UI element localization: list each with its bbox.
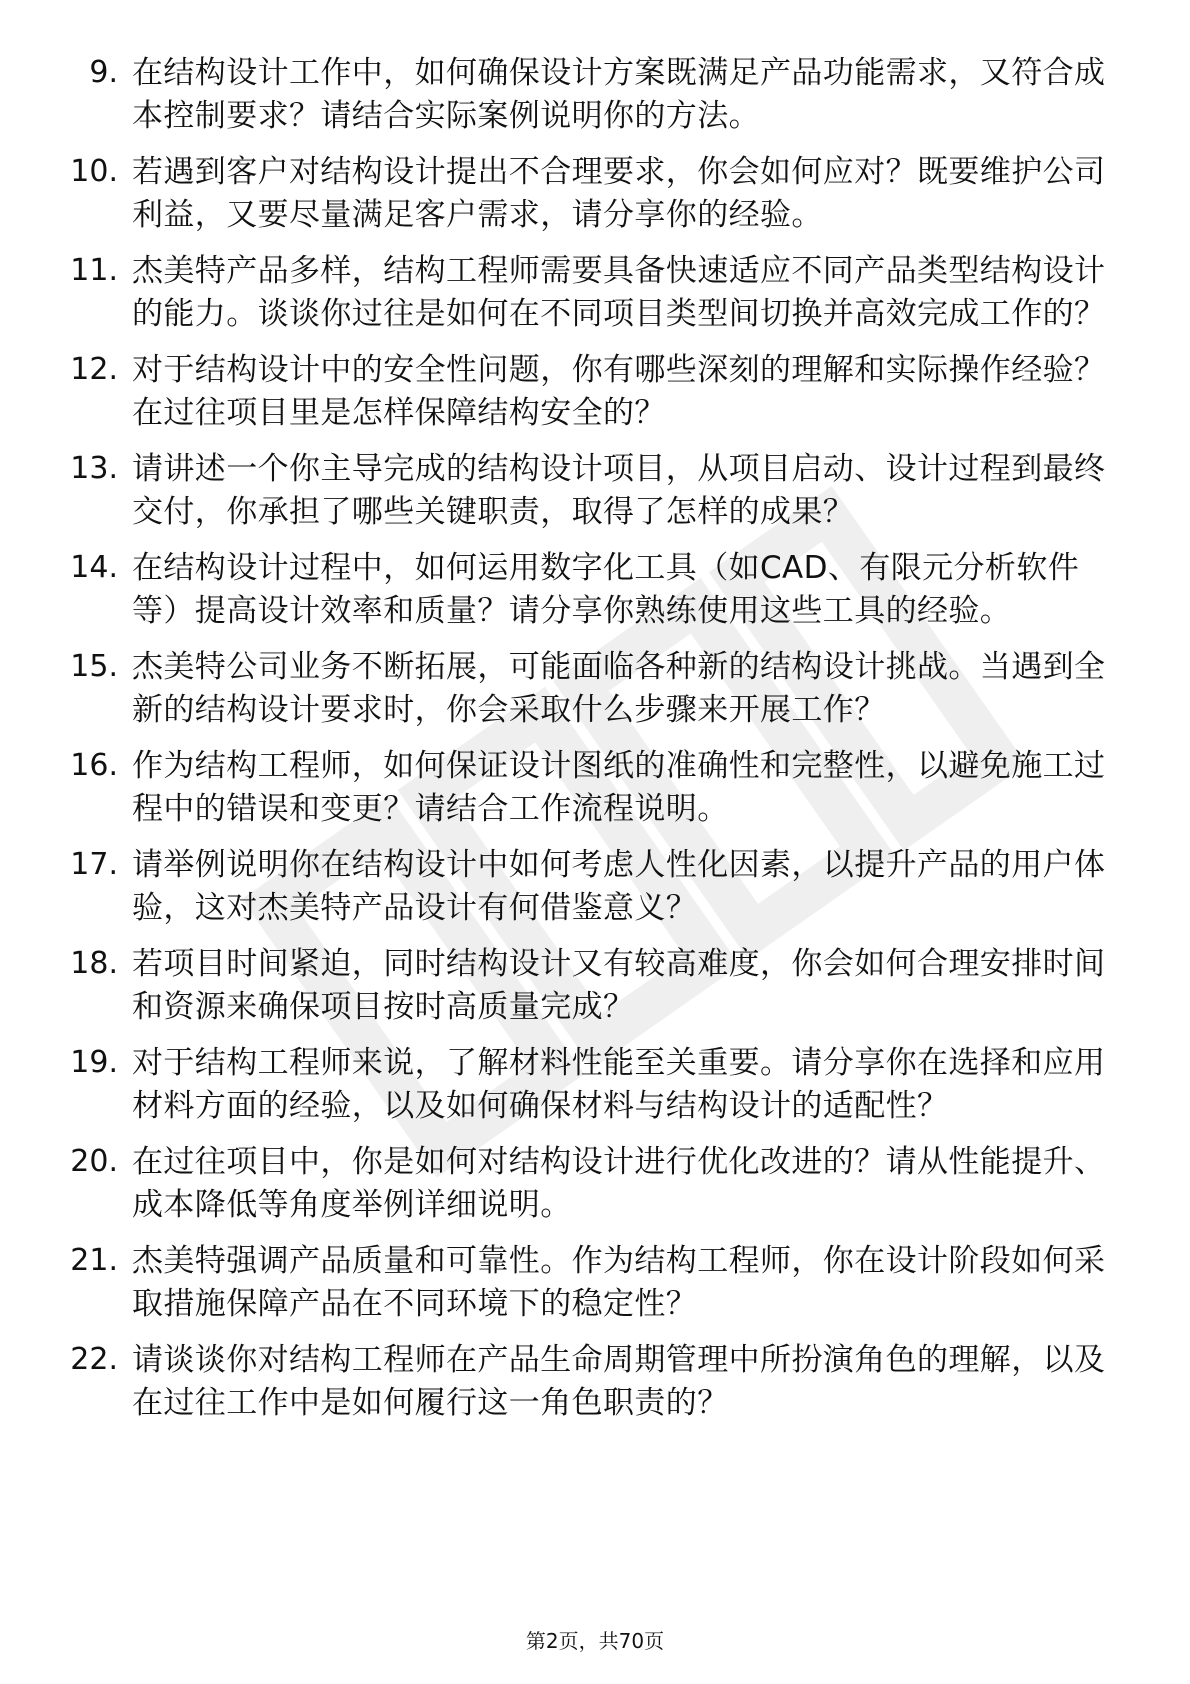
- question-text: 请谈谈你对结构工程师在产品生命周期管理中所扮演角色的理解，以及在过往工作中是如何履行这一角色职责的？: [132, 1342, 1106, 1421]
- question-number: 17.: [70, 847, 118, 882]
- list-item: [60, 52, 1120, 138]
- question-text: 在结构设计工作中，如何确保设计方案既满足产品功能需求，又符合成本控制要求？请结合实际案例说明你的方法。: [132, 55, 1106, 134]
- list-item: [60, 448, 1120, 534]
- question-text: 杰美特公司业务不断拓展，可能面临各种新的结构设计挑战。当遇到全新的结构设计要求时，你会采取什么步骤来开展工作？: [132, 649, 1106, 728]
- question-number: 15.: [70, 649, 118, 684]
- question-text: 作为结构工程师，如何保证设计图纸的准确性和完整性，以避免施工过程中的错误和变更？请结合工作流程说明。: [132, 748, 1106, 827]
- question-number: 18.: [70, 946, 118, 981]
- list-item: [60, 547, 1120, 633]
- list-item: [60, 1141, 1120, 1227]
- question-number: 19.: [70, 1045, 118, 1080]
- question-number: 22.: [70, 1342, 118, 1377]
- list-item: [60, 250, 1120, 336]
- question-text: 若遇到客户对结构设计提出不合理要求，你会如何应对？既要维护公司利益，又要尽量满足客户需求，请分享你的经验。: [132, 154, 1106, 233]
- question-number: 14.: [70, 550, 118, 585]
- list-item: [60, 844, 1120, 930]
- list-item: [60, 745, 1120, 831]
- question-text: 对于结构工程师来说，了解材料性能至关重要。请分享你在选择和应用材料方面的经验，以及如何确保材料与结构设计的适配性？: [132, 1045, 1106, 1124]
- question-text: 在结构设计过程中，如何运用数字化工具（如CAD、有限元分析软件等）提高设计效率和质量？请分享你熟练使用这些工具的经验。: [132, 550, 1080, 629]
- question-text: 杰美特强调产品质量和可靠性。作为结构工程师，你在设计阶段如何采取措施保障产品在不同环境下的稳定性？: [132, 1243, 1106, 1322]
- question-text: 杰美特产品多样，结构工程师需要具备快速适应不同产品类型结构设计的能力。谈谈你过往是如何在不同项目类型间切换并高效完成工作的？: [132, 253, 1106, 332]
- question-number: 9.: [89, 55, 118, 90]
- list-item: [60, 943, 1120, 1029]
- question-number: 12.: [70, 352, 118, 387]
- list-item: [60, 1339, 1120, 1425]
- question-number: 10.: [70, 154, 118, 189]
- question-text: 在过往项目中，你是如何对结构设计进行优化改进的？请从性能提升、成本降低等角度举例详细说明。: [132, 1144, 1106, 1223]
- question-list: [60, 52, 1120, 1438]
- list-item: [60, 151, 1120, 237]
- question-number: 16.: [70, 748, 118, 783]
- list-item: [60, 1240, 1120, 1326]
- question-text: 若项目时间紧迫，同时结构设计又有较高难度，你会如何合理安排时间和资源来确保项目按时高质量完成？: [132, 946, 1106, 1025]
- list-item: [60, 349, 1120, 435]
- question-number: 20.: [70, 1144, 118, 1179]
- question-number: 13.: [70, 451, 118, 486]
- question-text: 请讲述一个你主导完成的结构设计项目，从项目启动、设计过程到最终交付，你承担了哪些关键职责，取得了怎样的成果？: [132, 451, 1106, 530]
- question-text: 对于结构设计中的安全性问题，你有哪些深刻的理解和实际操作经验？在过往项目里是怎样保障结构安全的？: [132, 352, 1106, 431]
- question-text: 请举例说明你在结构设计中如何考虑人性化因素，以提升产品的用户体验，这对杰美特产品设计有何借鉴意义？: [132, 847, 1106, 926]
- page-indicator: 第2页，共70页: [525, 1629, 665, 1653]
- list-item: [60, 646, 1120, 732]
- list-item: [60, 1042, 1120, 1128]
- question-number: 11.: [70, 253, 118, 288]
- question-number: 21.: [70, 1243, 118, 1278]
